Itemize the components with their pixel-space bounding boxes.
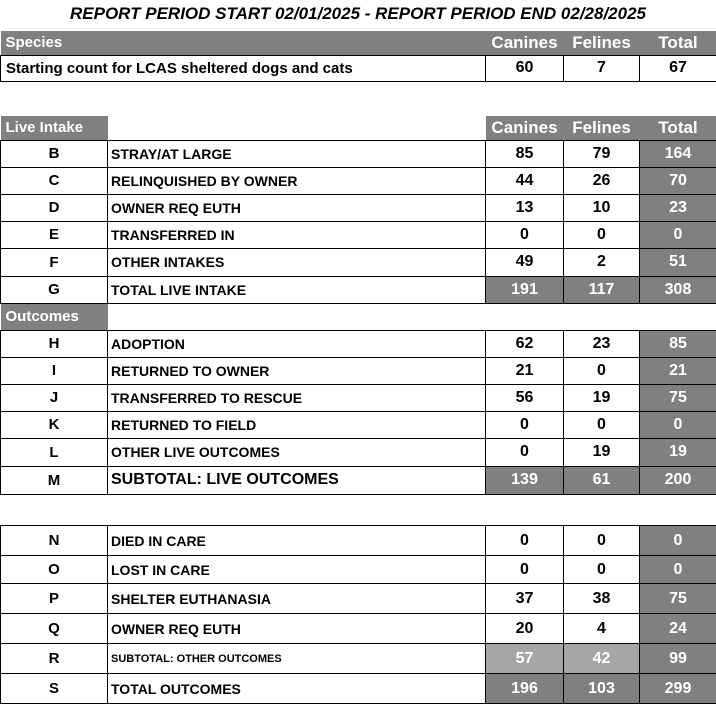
- col-canines-header: Canines: [486, 31, 564, 55]
- table-row-subtotal: [1, 644, 716, 674]
- row-code: H: [1, 330, 108, 357]
- felines-value: 0: [564, 411, 640, 438]
- table-row: [1, 357, 716, 384]
- header-spacer: [108, 303, 486, 330]
- felines-value: 0: [564, 526, 640, 556]
- canines-value: 0: [486, 438, 564, 466]
- table-row: [1, 438, 716, 466]
- total-value: 67: [640, 55, 716, 81]
- felines-value: 4: [564, 614, 640, 644]
- col-total-header: Total: [640, 31, 716, 55]
- row-label: RETURNED TO FIELD: [108, 411, 486, 438]
- col-canines-header: Canines: [486, 116, 564, 140]
- row-code: E: [1, 221, 108, 248]
- canines-value: 196: [486, 674, 564, 704]
- felines-value: 26: [564, 167, 640, 194]
- header-spacer: [486, 303, 564, 330]
- row-label: TRANSFERRED IN: [108, 221, 486, 248]
- total-value: 51: [640, 248, 716, 276]
- row-code: O: [1, 556, 108, 584]
- col-felines-header: Felines: [564, 116, 640, 140]
- total-value: 308: [640, 276, 716, 303]
- table-row: [1, 411, 716, 438]
- felines-value: 42: [564, 644, 640, 674]
- table-row: [1, 614, 716, 644]
- total-value: 23: [640, 194, 716, 221]
- row-label: TOTAL OUTCOMES: [108, 674, 486, 704]
- table-row-total: [1, 466, 716, 494]
- row-code: C: [1, 167, 108, 194]
- row-label: OWNER REQ EUTH: [108, 614, 486, 644]
- total-value: 0: [640, 221, 716, 248]
- total-value: 164: [640, 140, 716, 167]
- table-row: [1, 248, 716, 276]
- canines-value: 139: [486, 466, 564, 494]
- felines-value: 79: [564, 140, 640, 167]
- report-title: REPORT PERIOD START 02/01/2025 - REPORT PERIOD END 02/28/2025: [69, 4, 647, 23]
- row-code: N: [1, 526, 108, 556]
- total-value: 19: [640, 438, 716, 466]
- outcomes-header: Outcomes: [1, 303, 108, 330]
- table-row: [1, 221, 716, 248]
- canines-value: 44: [486, 167, 564, 194]
- canines-value: 37: [486, 584, 564, 614]
- row-label: STRAY/AT LARGE: [108, 140, 486, 167]
- felines-value: 19: [564, 438, 640, 466]
- total-value: 24: [640, 614, 716, 644]
- table-row: [1, 194, 716, 221]
- canines-value: 57: [486, 644, 564, 674]
- total-value: 200: [640, 466, 716, 494]
- felines-value: 10: [564, 194, 640, 221]
- felines-value: 2: [564, 248, 640, 276]
- row-code: K: [1, 411, 108, 438]
- felines-value: 0: [564, 556, 640, 584]
- table-row-total: [1, 276, 716, 303]
- total-value: 299: [640, 674, 716, 704]
- total-value: 21: [640, 357, 716, 384]
- canines-value: 49: [486, 248, 564, 276]
- felines-value: 61: [564, 466, 640, 494]
- felines-value: 23: [564, 330, 640, 357]
- canines-value: 21: [486, 357, 564, 384]
- row-code: M: [1, 466, 108, 494]
- total-value: 99: [640, 644, 716, 674]
- total-value: 70: [640, 167, 716, 194]
- row-code: Q: [1, 614, 108, 644]
- row-label: TRANSFERRED TO RESCUE: [108, 384, 486, 411]
- canines-value: 60: [486, 55, 564, 81]
- row-label: Starting count for LCAS sheltered dogs and cats: [1, 55, 486, 81]
- col-felines-header: Felines: [564, 31, 640, 55]
- canines-value: 0: [486, 526, 564, 556]
- canines-value: 20: [486, 614, 564, 644]
- felines-value: 0: [564, 221, 640, 248]
- canines-value: 13: [486, 194, 564, 221]
- table-row: [1, 330, 716, 357]
- total-value: 75: [640, 584, 716, 614]
- canines-value: 191: [486, 276, 564, 303]
- row-label: OWNER REQ EUTH: [108, 194, 486, 221]
- total-value: 0: [640, 411, 716, 438]
- other-outcomes-table: [0, 525, 716, 704]
- row-code: R: [1, 644, 108, 674]
- row-label: ADOPTION: [108, 330, 486, 357]
- total-value: 0: [640, 556, 716, 584]
- row-label: SUBTOTAL: LIVE OUTCOMES: [108, 466, 486, 494]
- table-row: [1, 526, 716, 556]
- canines-value: 0: [486, 556, 564, 584]
- row-code: P: [1, 584, 108, 614]
- row-code: I: [1, 357, 108, 384]
- felines-value: 0: [564, 357, 640, 384]
- felines-value: 38: [564, 584, 640, 614]
- row-label: DIED IN CARE: [108, 526, 486, 556]
- felines-value: 103: [564, 674, 640, 704]
- table-row: [1, 384, 716, 411]
- table-row: [1, 556, 716, 584]
- row-code: B: [1, 140, 108, 167]
- row-label: TOTAL LIVE INTAKE: [108, 276, 486, 303]
- table-row: [1, 584, 716, 614]
- row-code: G: [1, 276, 108, 303]
- species-table: [0, 31, 716, 82]
- header-spacer: [108, 116, 486, 140]
- species-header: Species: [1, 31, 486, 55]
- canines-value: 0: [486, 221, 564, 248]
- felines-value: 7: [564, 55, 640, 81]
- row-label: SHELTER EUTHANASIA: [108, 584, 486, 614]
- table-row: [1, 167, 716, 194]
- row-label: OTHER LIVE OUTCOMES: [108, 438, 486, 466]
- row-label: OTHER INTAKES: [108, 248, 486, 276]
- felines-value: 117: [564, 276, 640, 303]
- row-label: SUBTOTAL: OTHER OUTCOMES: [108, 644, 486, 674]
- header-spacer: [640, 303, 716, 330]
- row-label: RETURNED TO OWNER: [108, 357, 486, 384]
- felines-value: 19: [564, 384, 640, 411]
- row-label: LOST IN CARE: [108, 556, 486, 584]
- canines-value: 56: [486, 384, 564, 411]
- canines-value: 85: [486, 140, 564, 167]
- live-intake-header: Live Intake: [1, 116, 108, 140]
- total-value: 75: [640, 384, 716, 411]
- table-row-total: [1, 674, 716, 704]
- row-code: D: [1, 194, 108, 221]
- row-label: RELINQUISHED BY OWNER: [108, 167, 486, 194]
- canines-value: 0: [486, 411, 564, 438]
- row-code: F: [1, 248, 108, 276]
- col-total-header: Total: [640, 116, 716, 140]
- intake-outcomes-table: [0, 116, 716, 495]
- canines-value: 62: [486, 330, 564, 357]
- row-code: J: [1, 384, 108, 411]
- total-value: 85: [640, 330, 716, 357]
- row-code: S: [1, 674, 108, 704]
- table-row: [1, 55, 716, 81]
- header-spacer: [564, 303, 640, 330]
- row-code: L: [1, 438, 108, 466]
- total-value: 0: [640, 526, 716, 556]
- table-row: [1, 140, 716, 167]
